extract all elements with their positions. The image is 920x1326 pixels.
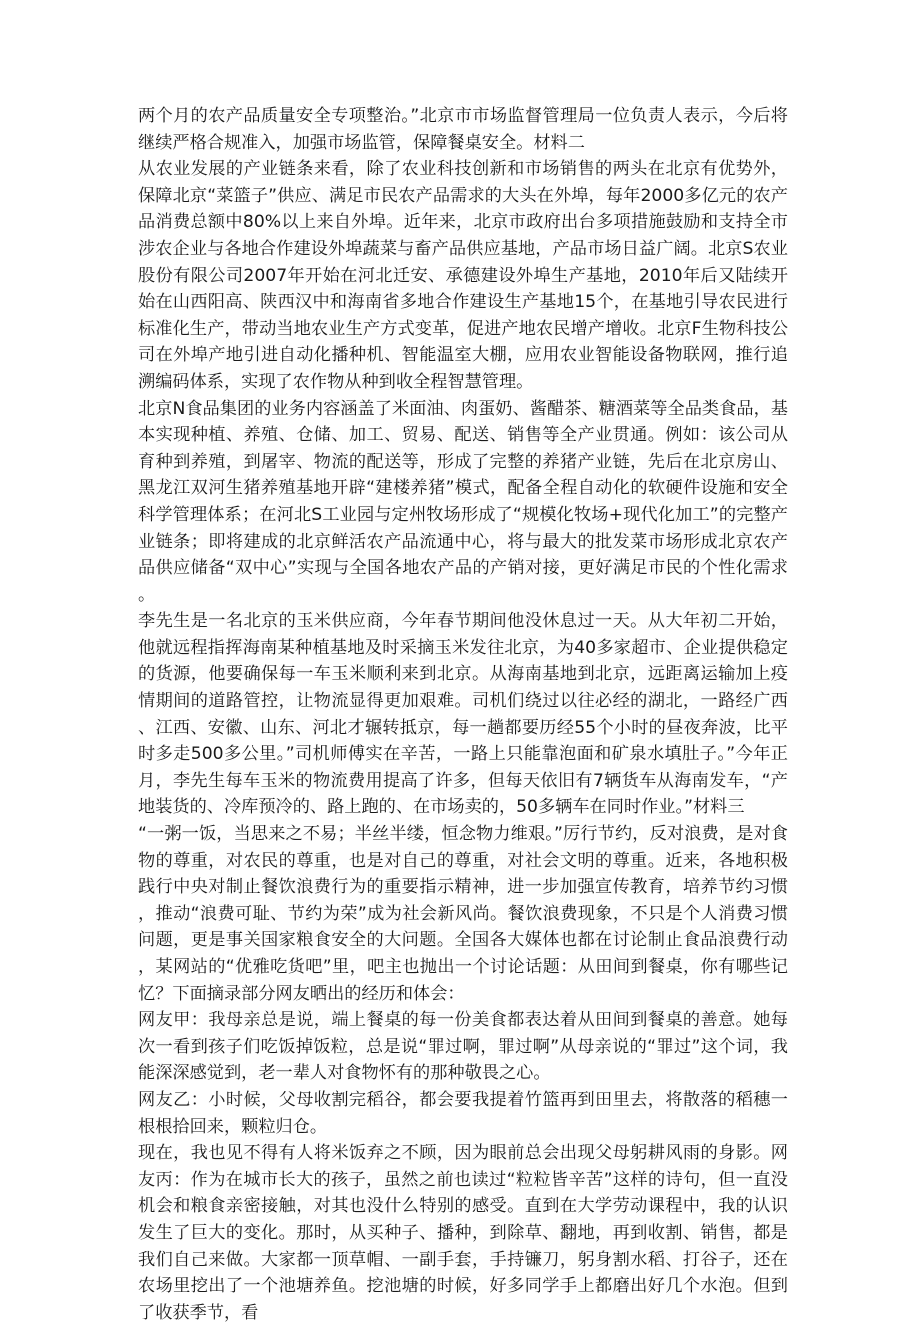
paragraph-5: “一粥一饭，当思来之不易；半丝半缕，恒念物力维艰。”厉行节约，反对浪费，是对食物的尊重，对农民的尊重，也是对自己的尊重，对社会文明的尊重。近来，各地积极践行中央对制止餐饮浪费行为的重要指示精神，进一步加强宣传教育，培养节约习惯，推动“浪费可耻、节约为荣”成为社会新风尚。餐饮浪费现象，不只是个人消费习惯问题，更是事关国家粮食安全的大问题。全国各大媒体也都在讨论制止食品浪费行动，某网站的“优雅吃货吧”里，吧主也抛出一个讨论话题：从田间到餐桌，你有哪些记忆？下面摘录部分网友晒出的经历和体会： <box>138 824 788 1004</box>
paragraph-4: 李先生是一名北京的玉米供应商，今年春节期间他没休息过一天。从大年初二开始，他就远程指挥海南某种植基地及时采摘玉米发往北京，为40多家超市、企业提供稳定的货源，他要确保每一车玉米顺利来到北京。从海南基地到北京，远距离运输加上疫情期间的道路管控，让物流显得更加艰难。司机们绕过以往必经的湖北，一路经广西、江西、安徽、山东、河北才辗转抵京，每一趟都要历经55个小时的昼夜奔波，比平时多走500多公里。”司机师傅实在辛苦，一路上只能靠泡面和矿泉水填肚子。”今年正月，李先生每车玉米的物流费用提高了许多，但每天依旧有7辆货车从海南发车，“产地装货的、冷库预冷的、路上跑的、在市场卖的，50多辆车在同时作业。”材料三 <box>138 611 788 818</box>
document-body <box>138 103 788 1326</box>
paragraph-1: 两个月的农产品质量安全专项整治。”北京市市场监督管理局一位负责人表示，今后将继续严格合规准入，加强市场监管，保障餐桌安全。材料二 <box>138 106 788 153</box>
paragraph-7: 网友乙：小时候，父母收割完稻谷，都会要我提着竹篮再到田里去，将散落的稻穗一根根拾回来，颗粒归仓。 <box>138 1089 788 1137</box>
paragraph-2: 从农业发展的产业链条来看，除了农业科技创新和市场销售的两头在北京有优势外，保障北京“菜篮子”供应、满足市民农产品需求的大头在外埠，每年2000多亿元的农产品消费总额中80%以上来自外埠。近年来，北京市政府出台多项措施鼓励和支持全市涉农企业与各地合作建设外埠蔬菜与畜产品供应基地，产品市场日益广阔。北京S农业股份有限公司2007年开始在河北迁安、承德建设外埠生产基地，2010年后又陆续开始在山西阳高、陕西汉中和海南省多地合作建设生产基地15个，在基地引导农民进行标准化生产，带动当地农业生产方式变革，促进产地农民增产增收。北京F生物科技公司在外埠产地引进自动化播种机、智能温室大棚，应用农业智能设备物联网，推行追溯编码体系，实现了农作物从种到收全程智慧管理。 <box>138 159 788 392</box>
paragraph-3: 北京N食品集团的业务内容涵盖了米面油、肉蛋奶、酱醋茶、糖酒菜等全品类食品，基本实现种植、养殖、仓储、加工、贸易、配送、销售等全产业贯通。例如：该公司从育种到养殖，到屠宰、物流的配送等，形成了完整的养猪产业链，先后在北京房山、黑龙江双河生猪养殖基地开辟“建楼养猪”模式，配备全程自动化的软硬件设施和安全科学管理体系；在河北S工业园与定州牧场形成了“规模化牧场+现代化加工”的完整产业链条；即将建成的北京鲜活农产品流通中心，将与最大的批发菜市场形成北京农产品供应储备“双中心”实现与全国各地农产品的产销对接，更好满足市民的个性化需求。 <box>138 398 788 605</box>
paragraph-6: 网友甲：我母亲总是说，端上餐桌的每一份美食都表达着从田间到餐桌的善意。她每次一看到孩子们吃饭掉饭粒，总是说“罪过啊，罪过啊”从母亲说的“罪过”这个词，我能深深感觉到，老一辈人对食物怀有的那种敬畏之心。 <box>138 1010 788 1084</box>
paragraph-8: 现在，我也见不得有人将米饭弃之不顾，因为眼前总会出现父母躬耕风雨的身影。网友丙：作为在城市长大的孩子，虽然之前也读过“粒粒皆辛苦”这样的诗句，但一直没机会和粮食亲密接触，对其也没什么特别的感受。直到在大学劳动课程中，我的认识发生了巨大的变化。那时，从买种子、播种，到除草、翻地，再到收割、销售，都是我们自己来做。大家都一顶草帽、一副手套，手持镰刀，躬身割水稻、打谷子，还在农场里挖出了一个池塘养鱼。挖池塘的时候，好多同学手上都磨出好几个水泡。但到了收获季节，看 <box>138 1143 788 1323</box>
